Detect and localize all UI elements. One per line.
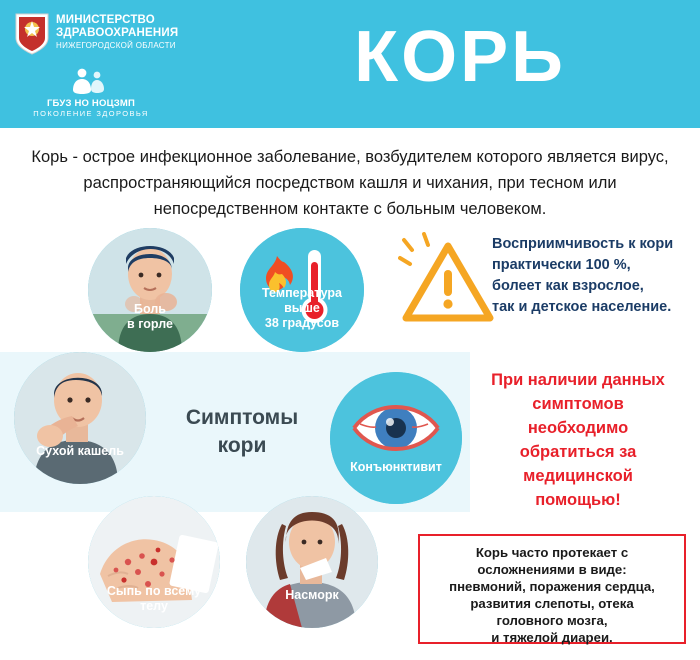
warning-text	[492, 234, 692, 318]
ministry-line1: МИНИСТЕРСТВО	[56, 14, 155, 26]
ministry-logo-block	[14, 12, 178, 56]
symptom-circle-rash	[88, 496, 220, 628]
symptom-circle-sore-throat	[88, 228, 212, 352]
symptoms-label-line1: Симптомы	[185, 406, 299, 429]
symptoms-label-line2: кори	[217, 434, 267, 457]
cta-line4: обратиться за	[519, 443, 637, 461]
symptom-circle-conjunctivitis	[330, 372, 462, 504]
symptom-caption-conjunctivitis: Конъюнктивит	[350, 460, 442, 474]
complications-line4: развития слепоты, отека	[470, 596, 634, 611]
symptom-caption-rash: Сыпь по всему телу	[106, 584, 202, 613]
complications-line3: пневмоний, поражения сердца,	[449, 579, 655, 594]
warning-triangle-icon	[398, 232, 498, 332]
complications-line1: Корь часто протекает с	[475, 545, 629, 560]
complications-text	[426, 544, 678, 646]
complications-line2: осложнениями в виде:	[477, 562, 627, 577]
cta-line5: медицинской	[523, 467, 633, 485]
red-eye-icon	[330, 372, 462, 504]
people-logo-icon	[69, 66, 113, 96]
intro-paragraph: Корь - острое инфекционное заболевание, возбудителем которого является вирус, распространяющийся посредством кашля и чихания, при тесном или непосредственном контакте с больным человеком.	[31, 148, 669, 218]
header-bar	[0, 0, 700, 128]
complications-line6: и тяжелой диареи.	[491, 630, 613, 645]
symptom-caption-temperature: Температура выше 38 градусов	[262, 286, 342, 330]
page-title: КОРЬ	[354, 17, 566, 97]
cta-line1: При наличии данных	[491, 371, 665, 389]
call-to-action-text	[470, 368, 686, 512]
cta-line3: необходимо	[527, 419, 629, 437]
org-line1: ГБУЗ НО НОЦЗМП	[46, 98, 136, 109]
coat-of-arms-icon	[14, 12, 50, 56]
cta-line6: помощью!	[535, 491, 621, 509]
warning-line4: так и детское население.	[492, 299, 672, 315]
symptoms-label	[152, 404, 332, 460]
ministry-text	[56, 12, 178, 51]
org-line2: ПОКОЛЕНИЕ ЗДОРОВЬЯ	[33, 109, 149, 118]
cta-line2: симптомов	[532, 395, 624, 413]
warning-line2: практически 100 %,	[492, 257, 631, 273]
symptom-circle-runny-nose	[246, 496, 378, 628]
symptom-caption-dry-cough: Сухой кашель	[36, 444, 124, 458]
sore-throat-photo	[88, 228, 212, 352]
ministry-line2: ЗДРАВООХРАНЕНИЯ	[56, 27, 179, 39]
symptom-caption-runny-nose: Насморк	[285, 588, 339, 602]
org-logo-block	[16, 66, 166, 119]
header-logos	[10, 8, 225, 120]
dry-cough-photo	[14, 352, 146, 484]
symptom-circle-temperature	[240, 228, 364, 352]
warning-line1: Восприимчивость к кори	[492, 236, 674, 252]
symptom-caption-sore-throat: Боль в горле	[127, 302, 173, 331]
ministry-line3: НИЖЕГОРОДСКОЙ ОБЛАСТИ	[56, 41, 176, 50]
complications-box	[418, 534, 686, 644]
runny-nose-photo	[246, 496, 378, 628]
symptom-circle-dry-cough	[14, 352, 146, 484]
warning-line3: болеет как взрослое,	[492, 278, 644, 294]
complications-line5: головного мозга,	[496, 613, 608, 628]
